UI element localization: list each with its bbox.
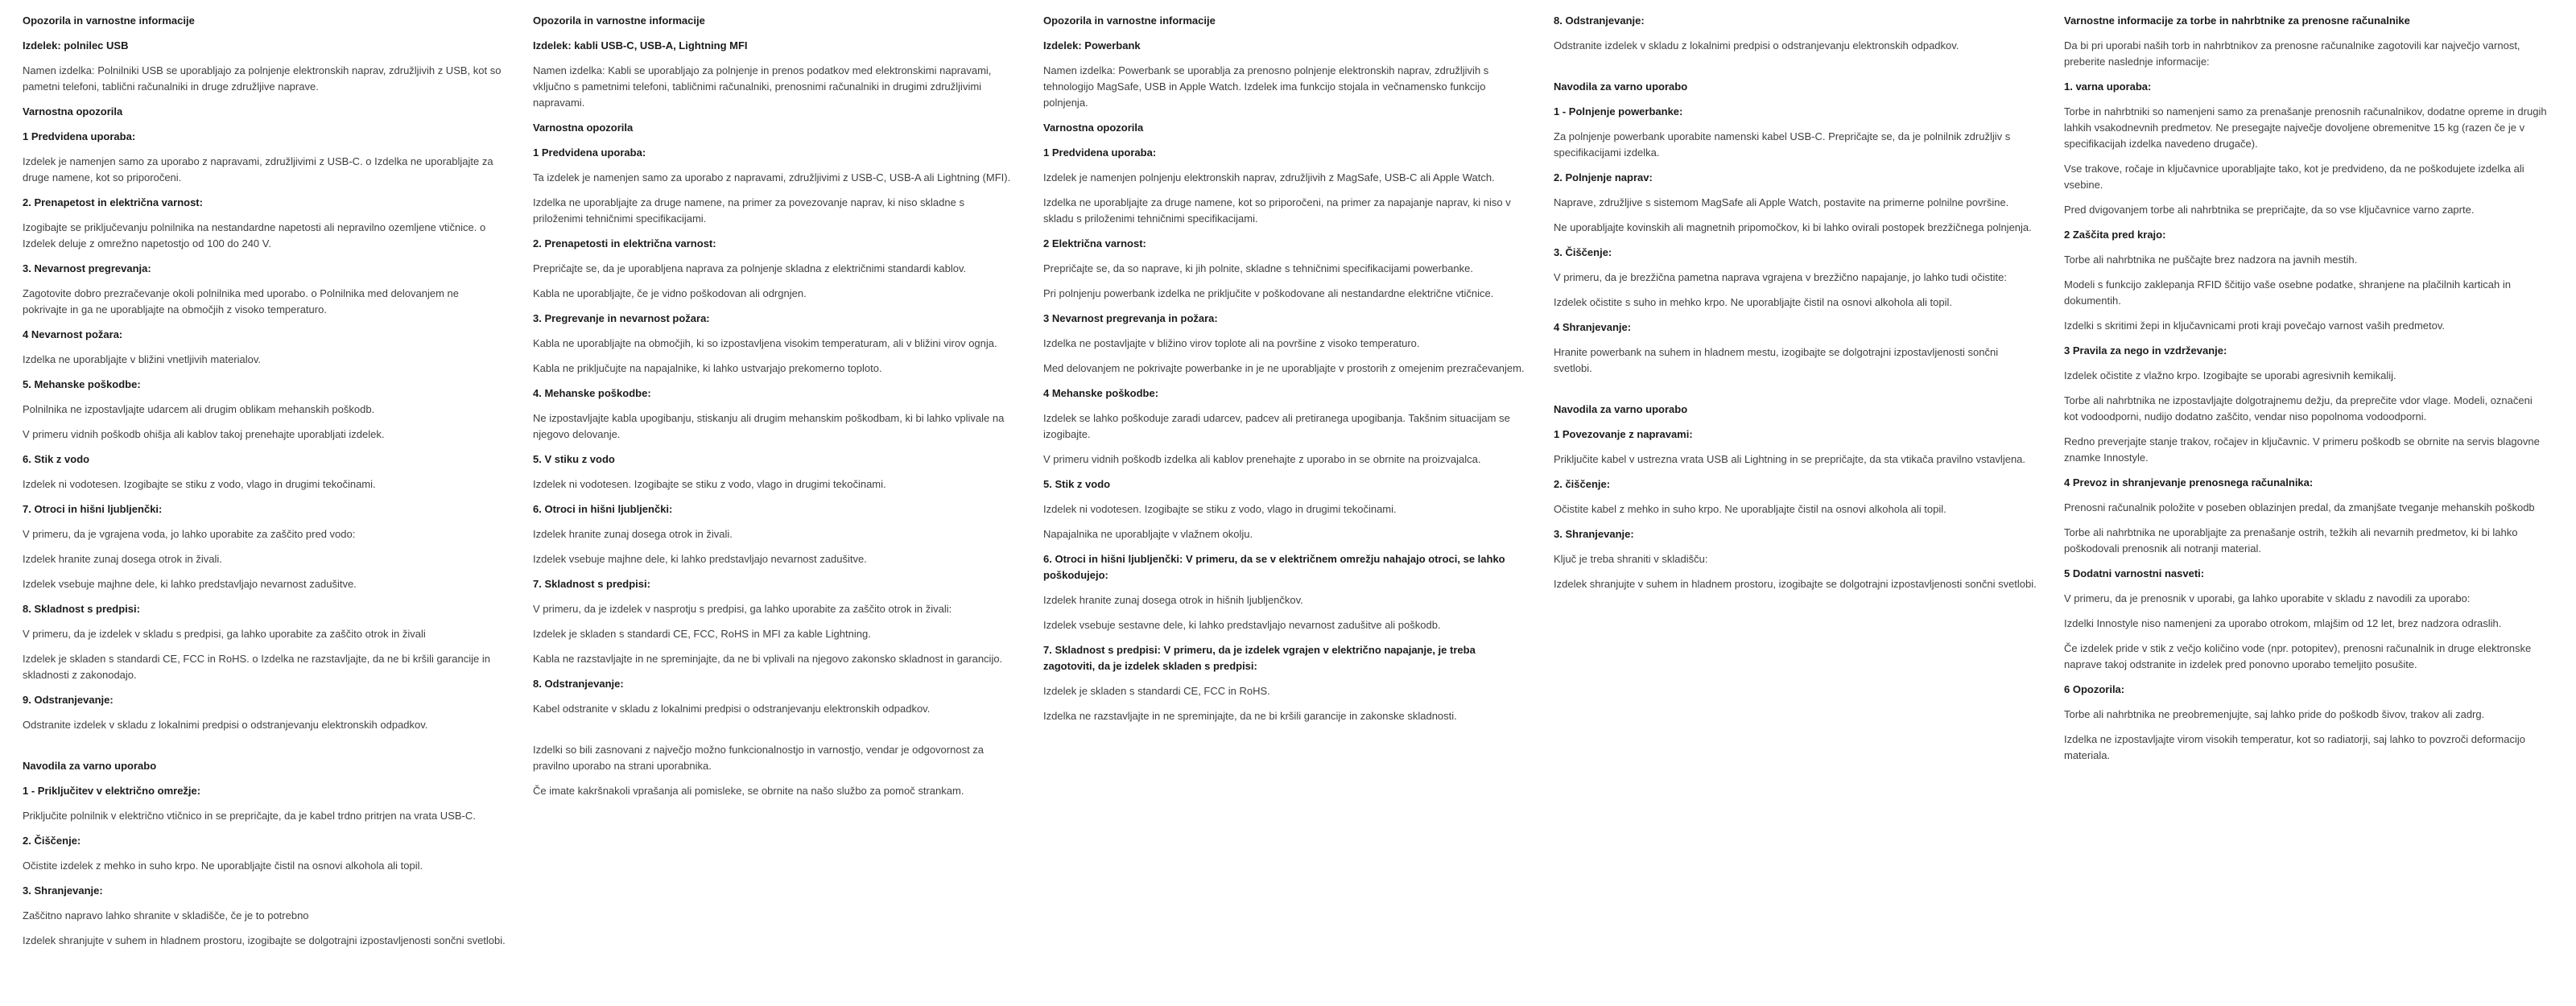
section-heading: Varnostne informacije za torbe in nahrbtnike za prenosne računalnike [2064,14,2410,27]
paragraph: Izdelek je skladen s standardi CE, FCC in RoHS. [1043,685,1270,697]
paragraph: Izdelek vsebuje majhne dele, ki lahko predstavljajo nevarnost zadušitve. [23,578,357,590]
paragraph: Očistite izdelek z mehko in suho krpo. Ne uporabljajte čistil na osnovi alkohola ali topil. [23,860,423,872]
section-heading: 3. Čiščenje: [1554,246,1612,258]
paragraph: Redno preverjajte stanje trakov, ročajev in ključavnic. V primeru poškodb se obrnite na servis blagovne znamke Innostyle. [2064,435,2540,464]
section-heading: 2. Polnjenje naprav: [1554,171,1653,183]
section-heading: Varnostna opozorila [23,105,123,118]
paragraph: Če izdelek pride v stik z večjo količino vode (npr. potopitev), prenosni računalnik in druge elektronske naprave takoj odstranite in izdelek pred ponovno uporabo temeljito posušite. [2064,642,2532,670]
section-heading: Navodila za varno uporabo [1554,403,1688,415]
paragraph: Torbe ali nahrbtnika ne uporabljajte za prenašanje ostrih, težkih ali nevarnih predmetov, ki bi lahko poškodovali prenosnik ali notranji material. [2064,526,2518,555]
column-3 [1043,13,1526,733]
section-heading: 2. Prenapetosti in električna varnost: [533,237,716,249]
section-heading: 5. V stiku z vodo [533,453,615,465]
section-heading: 5 Dodatni varnostni nasveti: [2064,567,2205,579]
section-heading: 5. Mehanske poškodbe: [23,378,141,390]
section-heading: 1 Povezovanje z napravami: [1554,428,1693,440]
paragraph: Vse trakove, ročaje in ključavnice uporabljajte tako, kot je predvideno, da ne poškodujete izdelka ali vsebine. [2064,163,2524,191]
paragraph: Napajalnika ne uporabljajte v vlažnem okolju. [1043,528,1253,540]
paragraph: Da bi pri uporabi naših torb in nahrbtnikov za prenosne računalnike zagotovili kar največjo varnost, preberite naslednje informacije: [2064,39,2520,68]
paragraph: Izdelki s skritimi žepi in ključavnicami proti kraji povečajo varnost vaših predmetov. [2064,320,2445,332]
column-1 [23,13,506,958]
section-heading: Varnostna opozorila [533,122,634,134]
paragraph: Zagotovite dobro prezračevanje okoli polnilnika med uporabo. o Polnilnika med delovanjem ne pokrivajte in ga ne uporabljajte na območjih z visoko temperaturo. [23,287,459,315]
section-heading: 8. Skladnost s predpisi: [23,603,140,615]
section-heading: 3. Pregrevanje in nevarnost požara: [533,312,710,324]
paragraph: Odstranite izdelek v skladu z lokalnimi predpisi o odstranjevanju elektronskih odpadkov. [1554,39,1959,52]
spacer [1554,63,2037,79]
section-heading: Izdelek: Powerbank [1043,39,1141,52]
paragraph: Ne izpostavljajte kabla upogibanju, stiskanju ali drugim mehanskim poškodbam, ki bi lahko vplivale na njegovo delovanje. [533,412,1005,440]
section-heading: Izdelek: kabli USB-C, USB-A, Lightning MFI [533,39,748,52]
spacer [23,742,506,758]
paragraph: Odstranite izdelek v skladu z lokalnimi predpisi o odstranjevanju elektronskih odpadkov. [23,719,428,731]
section-heading: 8. Odstranjevanje: [1554,14,1645,27]
paragraph: Izdelek shranjujte v suhem in hladnem prostoru, izogibajte se dolgotrajni izpostavljenosti sončni svetlobi. [23,934,506,946]
section-heading: Varnostna opozorila [1043,122,1144,134]
paragraph: Izdelek očistite s suho in mehko krpo. Ne uporabljajte čistil na osnovi alkohola ali topil. [1554,296,1952,308]
paragraph: Priključite polnilnik v električno vtičnico in se prepričajte, da je kabel trdno pritrjen na vrata USB-C. [23,810,476,822]
paragraph: Polnilnika ne izpostavljajte udarcem ali drugim oblikam mehanskih poškodb. [23,403,375,415]
column-2 [533,13,1016,808]
paragraph: Prepričajte se, da je uporabljena naprava za polnjenje skladna z električnimi standardi kablov. [533,262,967,274]
paragraph: V primeru, da je izdelek v nasprotju s predpisi, ga lahko uporabite za zaščito otrok in živali: [533,603,952,615]
paragraph: Izdelek hranite zunaj dosega otrok in živali. [533,528,733,540]
paragraph: Izogibajte se priključevanju polnilnika na nestandardne napetosti ali nepravilno ozemljene vtičnice. o Izdelek deluje z omrežno napetostjo od 100 do 240 V. [23,221,486,249]
paragraph: Izdelek ni vodotesen. Izogibajte se stiku z vodo, vlago in drugimi tekočinami. [23,478,376,490]
paragraph: Kabla ne uporabljajte, če je vidno poškodovan ali odrgnjen. [533,287,807,299]
section-heading: 4. Mehanske poškodbe: [533,387,651,399]
section-heading: 5. Stik z vodo [1043,478,1111,490]
section-heading: 1 - Polnjenje powerbanke: [1554,105,1683,118]
paragraph: Ključ je treba shraniti v skladišču: [1554,553,1708,565]
section-heading: 2. čiščenje: [1554,478,1611,490]
section-heading: 6 Opozorila: [2064,683,2125,695]
section-heading: 4 Mehanske poškodbe: [1043,387,1159,399]
paragraph: Izdelek je skladen s standardi CE, FCC in RoHS. o Izdelka ne razstavljajte, da ne bi kršili garancije in skladnosti z zakonodajo. [23,653,490,681]
paragraph: V primeru vidnih poškodb ohišja ali kablov takoj prenehajte uporabljati izdelek. [23,428,385,440]
paragraph: Namen izdelka: Powerbank se uporablja za prenosno polnjenje elektronskih naprav, združljivih s tehnologijo MagSafe, USB in Apple Watch. Izdelek ima funkcijo stojala in večnamensko funkcijo polnjenja. [1043,64,1489,109]
paragraph: Ta izdelek je namenjen samo za uporabo z napravami, združljivimi z USB-C, USB-A ali Lightning (MFI). [533,171,1011,183]
section-heading: 2 Električna varnost: [1043,237,1146,249]
paragraph: Izdelka ne postavljajte v bližino virov toplote ali na površine z visoko temperaturo. [1043,337,1420,349]
section-heading: 1 - Priključitev v električno omrežje: [23,785,201,797]
paragraph: Namen izdelka: Kabli se uporabljajo za polnjenje in prenos podatkov med elektronskimi napravami, vključno s pametnimi telefoni, tabličnimi računalniki, prenosnimi računalniki in drugimi združljivimi napravami. [533,64,992,109]
paragraph: V primeru, da je brezžična pametna naprava vgrajena v brezžično napajanje, jo lahko tudi očistite: [1554,271,2007,283]
section-heading: 8. Odstranjevanje: [533,678,624,690]
paragraph: V primeru, da je prenosnik v uporabi, ga lahko uporabite v skladu z navodili za uporabo: [2064,592,2471,604]
paragraph: Zaščitno napravo lahko shranite v skladišče, če je to potrebno [23,909,309,921]
paragraph: Za polnjenje powerbank uporabite namenski kabel USB-C. Prepričajte se, da je polnilnik združljiv s specifikacijami izdelka. [1554,130,2011,159]
paragraph: Izdelka ne uporabljajte v bližini vnetljivih materialov. [23,353,262,365]
section-heading: 7. Skladnost s predpisi: V primeru, da je izdelek vgrajen v električno napajanje, je treba zagotoviti, da je izdelek skladen s predpisi: [1043,644,1476,672]
section-heading: 6. Otroci in hišni ljubljenčki: V primeru, da se v električnem omrežju nahajajo otroci, se lahko poškodujejo: [1043,553,1505,581]
section-heading: 7. Skladnost s predpisi: [533,578,650,590]
section-heading: Opozorila in varnostne informacije [533,14,705,27]
section-heading: Izdelek: polnilec USB [23,39,129,52]
section-heading: 3. Shranjevanje: [1554,528,1634,540]
section-heading: Navodila za varno uporabo [1554,80,1688,93]
paragraph: Izdelek je namenjen samo za uporabo z napravami, združljivimi z USB-C. o Izdelka ne uporabljajte za druge namene, kot so priporočeni. [23,155,493,183]
paragraph: Prenosni računalnik položite v poseben oblazinjen predal, da zmanjšate tveganje mehanskih poškodb [2064,501,2535,513]
paragraph: Izdelka ne izpostavljajte virom visokih temperatur, kot so radiatorji, saj lahko to povzroči deformacijo materiala. [2064,733,2525,761]
paragraph: Izdelek shranjujte v suhem in hladnem prostoru, izogibajte se dolgotrajni izpostavljenosti sončni svetlobi. [1554,578,2037,590]
paragraph: Namen izdelka: Polnilniki USB se uporabljajo za polnjenje elektronskih naprav, združljivih z USB, kot so pametni telefoni, tablični računalniki in druge združljive naprave. [23,64,502,93]
paragraph: Torbe in nahrbtniki so namenjeni samo za prenašanje prenosnih računalnikov, dodatne opreme in drugih lahkih vsakodnevnih predmetov. Ne presegajte največje dovoljene obremenitve 15 kg (razen če je v specifikacijah izdelka navedeno drugače). [2064,105,2547,150]
section-heading: 7. Otroci in hišni ljubljenčki: [23,503,163,515]
paragraph: Izdelek vsebuje sestavne dele, ki lahko predstavljajo nevarnost zadušitve ali poškodb. [1043,619,1441,631]
paragraph: Izdelek hranite zunaj dosega otrok in hišnih ljubljenčkov. [1043,594,1303,606]
section-heading: 2. Čiščenje: [23,835,81,847]
paragraph: Izdelka ne razstavljajte in ne spreminjajte, da ne bi kršili garancije in zakonske skladnosti. [1043,710,1457,722]
paragraph: Izdelka ne uporabljajte za druge namene, na primer za povezovanje naprav, ki niso skladne s priloženimi tehničnimi specifikacijami. [533,196,964,225]
spacer [1554,385,2037,402]
section-heading: Navodila za varno uporabo [23,760,157,772]
paragraph: Torbe ali nahrbtnika ne puščajte brez nadzora na javnih mestih. [2064,254,2358,266]
section-heading: 6. Otroci in hišni ljubljenčki: [533,503,673,515]
paragraph: Izdelka ne uporabljajte za druge namene, kot so priporočeni, na primer za napajanje naprav, ki niso v skladu s priloženimi tehničnimi specifikacijami. [1043,196,1511,225]
paragraph: Ne uporabljajte kovinskih ali magnetnih pripomočkov, ki bi lahko ovirali postopek brezžičnega polnjenja. [1554,221,2032,233]
paragraph: Izdelek je skladen s standardi CE, FCC, RoHS in MFI za kable Lightning. [533,628,871,640]
paragraph: Izdelek hranite zunaj dosega otrok in živali. [23,553,222,565]
paragraph: Med delovanjem ne pokrivajte powerbanke in je ne uporabljajte v prostorih z omejenim prezračevanjem. [1043,362,1525,374]
paragraph: Kabla ne razstavljajte in ne spreminjajte, da ne bi vplivali na njegovo zakonsko skladnost in garancijo. [533,653,1003,665]
paragraph: Izdelek vsebuje majhne dele, ki lahko predstavljajo nevarnost zadušitve. [533,553,867,565]
paragraph: Izdelek je namenjen polnjenju elektronskih naprav, združljivih z MagSafe, USB-C ali Apple Watch. [1043,171,1495,183]
section-heading: 6. Stik z vodo [23,453,90,465]
paragraph: Če imate kakršnakoli vprašanja ali pomisleke, se obrnite na našo službo za pomoč strankam. [533,785,964,797]
spacer [533,726,1016,742]
paragraph: Izdelek ni vodotesen. Izogibajte se stiku z vodo, vlago in drugimi tekočinami. [1043,503,1397,515]
section-heading: 2. Prenapetost in električna varnost: [23,196,203,208]
paragraph: V primeru, da je izdelek v skladu s predpisi, ga lahko uporabite za zaščito otrok in živali [23,628,426,640]
paragraph: Torbe ali nahrbtnika ne izpostavljajte dolgotrajnemu dežju, da preprečite vdor vlage. Modeli, označeni kot vodoodporni, nudijo dodatno zaščito, vendar niso popolnoma vodoodporni. [2064,394,2533,423]
section-heading: 3. Nevarnost pregrevanja: [23,262,151,274]
paragraph: Hranite powerbank na suhem in hladnem mestu, izogibajte se dolgotrajni izpostavljenosti sončni svetlobi. [1554,346,1999,374]
section-heading: 4 Prevoz in shranjevanje prenosnega računalnika: [2064,476,2314,489]
paragraph: Naprave, združljive s sistemom MagSafe ali Apple Watch, postavite na primerne polnilne površine. [1554,196,2009,208]
paragraph: Kabel odstranite v skladu z lokalnimi predpisi o odstranjevanju elektronskih odpadkov. [533,703,931,715]
section-heading: 3 Pravila za nego in vzdrževanje: [2064,344,2227,357]
section-heading: 9. Odstranjevanje: [23,694,114,706]
paragraph: Kabla ne uporabljajte na območjih, ki so izpostavljena visokim temperaturam, ali v bližini virov ognja. [533,337,997,349]
paragraph: Očistite kabel z mehko in suho krpo. Ne uporabljajte čistil na osnovi alkohola ali topil. [1554,503,1946,515]
paragraph: Pred dvigovanjem torbe ali nahrbtnika se prepričajte, da so vse ključavnice varno zaprte. [2064,204,2475,216]
paragraph: Modeli s funkcijo zaklepanja RFID ščitijo vaše osebne podatke, shranjene na plačilnih karticah in dokumentih. [2064,278,2511,307]
paragraph: Izdelki Innostyle niso namenjeni za uporabo otrokom, mlajšim od 12 let, brez nadzora odraslih. [2064,617,2502,629]
paragraph: Izdelek se lahko poškoduje zaradi udarcev, padcev ali pretiranega upogibanja. Takšnim situacijam se izogibajte. [1043,412,1510,440]
section-heading: Opozorila in varnostne informacije [23,14,195,27]
paragraph: Izdelek ni vodotesen. Izogibajte se stiku z vodo, vlago in drugimi tekočinami. [533,478,886,490]
paragraph: Torbe ali nahrbtnika ne preobremenjujte, saj lahko pride do poškodb šivov, trakov ali zadrg. [2064,708,2485,720]
paragraph: Pri polnjenju powerbank izdelka ne priključite v poškodovane ali nestandardne električne vtičnice. [1043,287,1494,299]
section-heading: 1 Predvidena uporaba: [1043,146,1157,159]
paragraph: Kabla ne priključujte na napajalnike, ki lahko ustvarjajo prekomerno toploto. [533,362,882,374]
section-heading: 4 Nevarnost požara: [23,328,123,340]
column-4 [1554,13,2037,601]
section-heading: 1 Predvidena uporaba: [533,146,646,159]
paragraph: Prepričajte se, da so naprave, ki jih polnite, skladne s tehničnimi specifikacijami powerbanke. [1043,262,1473,274]
section-heading: 3. Shranjevanje: [23,884,103,897]
section-heading: 1. varna uporaba: [2064,80,2152,93]
paragraph: Izdelki so bili zasnovani z največjo možno funkcionalnostjo in varnostjo, vendar je odgovornost za pravilno uporabo na strani uporabnika. [533,744,985,772]
column-5 [2064,13,2547,773]
section-heading: 1 Predvidena uporaba: [23,130,136,142]
section-heading: 2 Zaščita pred krajo: [2064,229,2166,241]
paragraph: V primeru vidnih poškodb izdelka ali kablov prenehajte z uporabo in se obrnite na proizvajalca. [1043,453,1481,465]
paragraph: Priključite kabel v ustrezna vrata USB ali Lightning in se prepričajte, da sta vtikača pravilno vstavljena. [1554,453,2026,465]
section-heading: Opozorila in varnostne informacije [1043,14,1216,27]
paragraph: Izdelek očistite z vlažno krpo. Izogibajte se uporabi agresivnih kemikalij. [2064,369,2396,381]
section-heading: 4 Shranjevanje: [1554,321,1632,333]
paragraph: V primeru, da je vgrajena voda, jo lahko uporabite za zaščito pred vodo: [23,528,356,540]
section-heading: 3 Nevarnost pregrevanja in požara: [1043,312,1218,324]
